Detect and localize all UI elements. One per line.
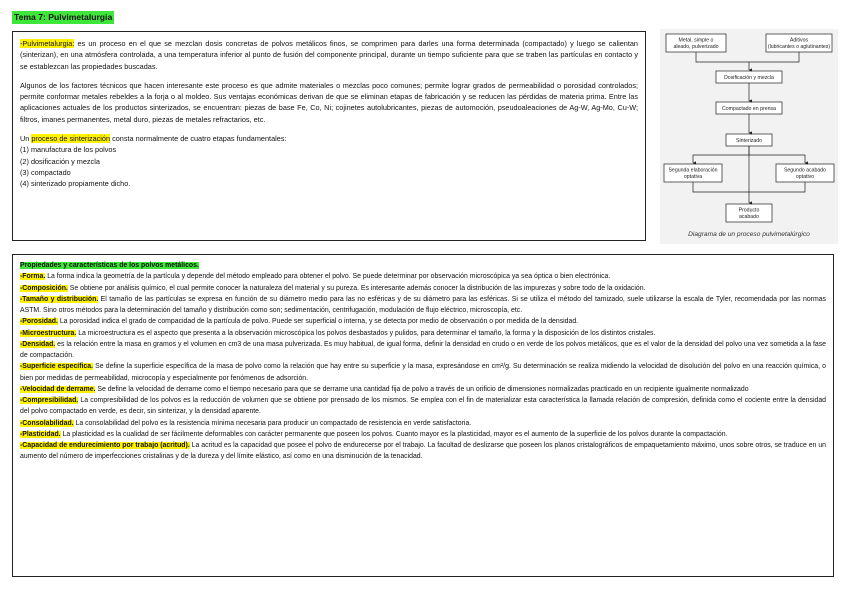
producto-label-2: acabado [739, 214, 759, 220]
list-item: (4) sinterizado propiamente dicho. [20, 179, 131, 189]
list-item: (3) compactado [20, 167, 71, 177]
segunda-elaboracion-label-1: Segunda elaboración [668, 167, 718, 174]
properties-heading: Propiedades y características de los polvos metálicos. [20, 262, 199, 269]
metal-label-2: aleado, pulverizado [673, 44, 719, 50]
property-velocidad: -Velocidad de derrame. Se define la velocidad de derrame como el tiempo necesario para que se derrame una cantidad fija de polvo a través de un orificio de dimensiones normalizadas practicado en un recipiente igualmente normalizado [20, 385, 749, 393]
intro-paragraph-2: Algunos de los factores técnicos que hacen interesante este proceso es que admite materiales o mezclas poco comunes; permite lograr grados de permeabilidad o porosidad controlados; permite conformar metales rebeldes a la forja o al moldeo. Sus ventajas económicas derivan de que se eliminan etapas de fabricación y se reducen las pérdidas de materia prima. Entre las aplicaciones actuales de los productos sinterizados, se encuentran: piezas de base Fe, Co, Ni; cojinetes autolubricantes, piezas de automoción, pseudoaleaciones de Ag-W, Ag-Mo, Cu-W; filtros, imanes permanentes, metal duro, piezas de metales refractarios, etc. [20, 80, 638, 124]
property-forma: -Forma. La forma indica la geometría de la partícula y depende del método empleado para obtener el polvo. Se puede determinar por observación microscópica ya sea óptica o bien electrónica. [20, 273, 611, 281]
aditivos-label-1: Aditivos [789, 37, 809, 44]
property-microestructura: -Microestructura. La microestructura es el aspecto que presenta a la observación microscópica los polvos desbastados y pulidos, para determinar el tamaño, la forma y la disposición de los distintos cristales. [20, 329, 656, 337]
page-title: Tema 7: Pulvimetalurgia [14, 12, 113, 22]
pulvimetalurgia-term: -Pulvimetalurgia: [20, 39, 75, 48]
process-diagram [660, 29, 838, 244]
list-item: (2) dosificación y mezcla [20, 156, 100, 166]
property-consolabilidad: -Consolabilidad. La consolabilidad del polvo es la resistencia mínima necesaria para producir un compactado de resistencia en verde satisfactoria. [20, 419, 472, 427]
stages-intro: Un proceso de sinterización consta normalmente de cuatro etapas fundamentales: [20, 134, 287, 144]
metal-label-1: Metal, simple o [678, 37, 714, 44]
segundo-acabado-label-2: optativo [795, 174, 815, 180]
intro-box [12, 31, 646, 241]
dosificacion-label: Dosificación y mezcla [724, 75, 774, 81]
diagram-caption: Diagrama de un proceso pulvimetalúrgico [688, 231, 810, 238]
property-acritud: -Capacidad de endurecimiento por trabajo (acritud). La acritud es la capacidad que posee el polvo de endurecerse por el trabajo. La facultad de deslizarse que poseen los planos cristalográficos de empaquetamiento máximo, unos sobre otros, se traduce en un aumento del número de imperfecciones cristalinas y de la dureza y del límite elástico, así como en una disminución de la tenacidad. [20, 442, 826, 461]
aditivos-label-2: (lubricantes o aglutinantes) [767, 44, 831, 50]
pulvimetalurgia-definition: es un proceso en el que se mezclan dosis concretas de polvos metálicos finos, se comprimen para darles una forma determinada (compactado) y luego se calientan (sinterizan), en una atmósfera controlada, a una temperatura inferior al punto de fusión del componente principal, durante un tiempo suficiente para que se traben las partículas en contacto y se establezcan las propiedades buscadas. [20, 39, 638, 71]
process-diagram-svg [660, 29, 838, 244]
sinterizacion-term: proceso de sinterización [31, 134, 111, 144]
stages-list [20, 144, 638, 189]
property-plasticidad: -Plasticidad. La plasticidad es la cualidad de ser fácilmente deformables con carácter permanente que poseen los polvos. Cuanto mayor es la plasticidad, mayor es el aumento de la superficie de los polvos durante la compactación. [20, 430, 728, 438]
compactado-label: Compactado en prensa [722, 106, 776, 112]
segunda-elaboracion-label-2: optativa [683, 174, 703, 180]
properties-box [12, 254, 834, 577]
segundo-acabado-label-1: Segundo acabado [783, 167, 827, 174]
property-composicion: -Composición. Se obtiene por análisis químico, el cual permite conocer la naturaleza del material y su pureza. Es interesante además conocer la distribución de las impurezas y sobre todo de la oxidación. [20, 284, 646, 292]
property-porosidad: -Porosidad. La porosidad indica el grado de compacidad de la partícula de polvo. Puede ser superficial o interna, y se detecta por medio de observación o por medida de la densidad. [20, 318, 579, 326]
list-item: (1) manufactura de los polvos [20, 145, 117, 155]
producto-label-1: Producto [738, 207, 760, 214]
property-densidad: -Densidad. es la relación entre la masa en gramos y el volumen en cm3 de una masa pulverizada. Es muy habitual, de igual forma, definir la densidad en crudo o en verde de los polvos metálicos, que es el valor de la densidad del polvo una vez sometida a la fase de compactación. [20, 340, 826, 359]
intro-paragraph-1 [20, 38, 638, 72]
sinterizado-label: Sinterizado [736, 138, 762, 144]
property-compresibilidad: -Compresibilidad. La compresibilidad de los polvos es la reducción de volumen que se obtiene por prensado de los mismos. Se emplea con el fin de materializar esta característica la llamada relación de compresión, definida como el cociente entre la densidad del polvo compactado en verde, es decir, sin sinterizar, y la densidad aparente. [20, 397, 826, 416]
property-tamano: -Tamaño y distribución. El tamaño de las partículas se expresa en función de su diámetro medio para las no esféricas y de su diámetro para las esféricas. Si se utiliza el método del tamizado, suele utilizarse la escala de Tyler, recomendada por las normas ASTM. Sino otros métodos para la determinación del tamaño y distribución como son; sedimentación, centrifugación, modulación de flujo eléctrico, microscopía, etc. [20, 295, 826, 314]
property-superficie: -Superficie específica. Se define la superficie específica de la masa de polvo como la relación que hay entre su superficie y la masa, expresándose en cm²/g. Su determinación se realiza midiendo la velocidad de disolución del polvo en una reacción química, o bien por medidas de permeabilidad, microcopía y especialmente por fenómenos de adsorción. [20, 363, 826, 382]
